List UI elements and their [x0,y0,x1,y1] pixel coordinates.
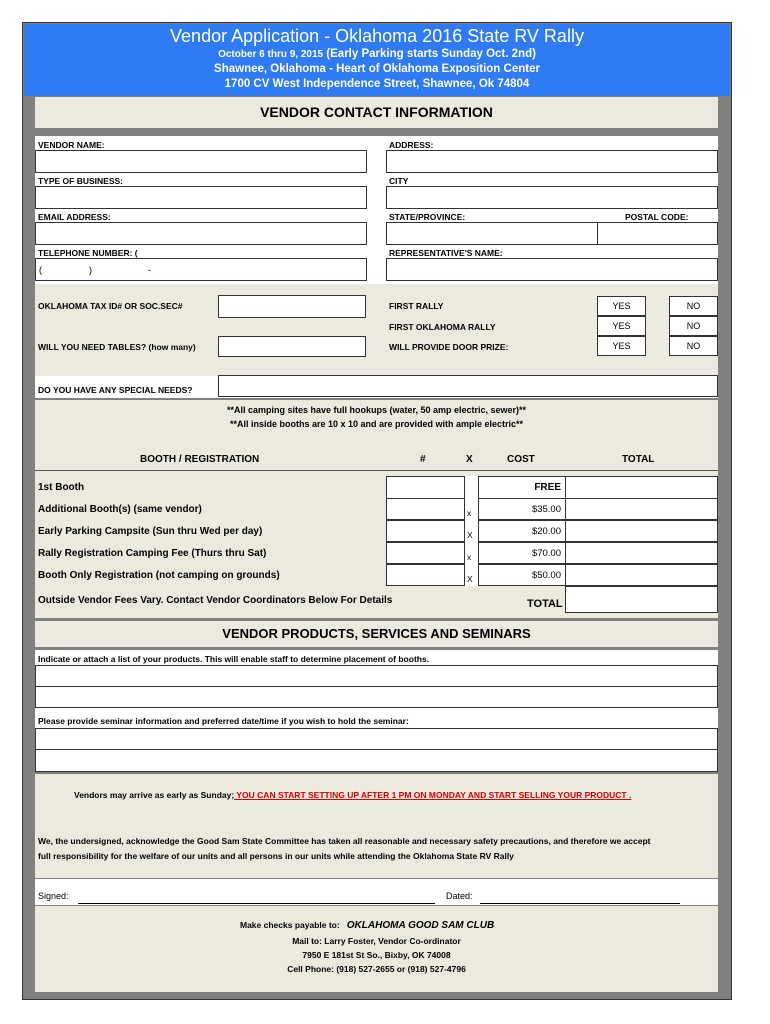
booth-row-label: Additional Booth(s) (same vendor) [38,504,202,515]
first-ok-rally-yes[interactable]: YES [597,316,646,336]
vendor-name-field[interactable] [35,150,367,173]
cost-cell: $70.00 [478,542,566,564]
count-cell[interactable] [386,498,465,520]
x-mark: x [467,508,472,518]
total-cell[interactable] [565,498,718,520]
telephone-field[interactable]: ( ) - [35,258,367,281]
products-line-1[interactable] [35,665,718,687]
cost-cell: $35.00 [478,498,566,520]
arrival-highlight: YOU CAN START SETTING UP AFTER 1 PM ON MONDAY AND START SELLING YOUR PRODUCT . [234,790,632,800]
seminar-line-2[interactable] [35,749,718,772]
postal-code-field[interactable] [597,222,718,245]
door-prize-yes[interactable]: YES [597,336,646,356]
acknowledge-line-2: full responsibility for the welfare of our units and all persons in our units while attending the Oklahoma State RV Rally [38,851,514,861]
signed-label: Signed: [38,891,69,901]
representative-label: REPRESENTATIVE'S NAME: [389,248,503,258]
email-field[interactable] [35,222,367,245]
checks-payee: OKLAHOMA GOOD SAM CLUB [346,920,495,931]
count-cell[interactable] [386,564,465,586]
tables-field[interactable] [218,336,366,357]
postal-code-label: POSTAL CODE: [625,212,689,222]
header-banner [24,24,730,96]
tax-id-label: OKLAHOMA TAX ID# OR SOC.SEC# [38,301,183,311]
total-cell[interactable] [565,520,718,542]
special-needs-field[interactable] [218,375,718,397]
contact-heading: VENDOR CONTACT INFORMATION [260,104,493,120]
booth-col-header: BOOTH / REGISTRATION [140,454,260,465]
city-label: CITY [389,176,409,186]
x-mark: X [467,530,473,540]
products-prompt: Indicate or attach a list of your products. This will enable staff to determine placement of booths. [38,654,430,664]
page-title: Vendor Application - Oklahoma 2016 State RV Rally [170,26,584,46]
booth-row-label: Booth Only Registration (not camping on grounds) [38,570,280,581]
address-field[interactable] [386,150,718,173]
booth-row-label: 1st Booth [38,482,85,493]
count-cell[interactable] [386,542,465,564]
total-cell[interactable] [565,542,718,564]
outside-vendor-note: Outside Vendor Fees Vary. Contact Vendor Coordinators Below For Details [38,595,393,606]
total-cell[interactable] [565,476,718,499]
booth-row-label: Rally Registration Camping Fee (Thurs thru Sat) [38,548,267,559]
products-line-2[interactable] [35,686,718,708]
checks-payable: Make checks payable to: OKLAHOMA GOOD SAM CLUB [240,920,495,931]
first-rally-label: FIRST RALLY [389,301,444,311]
mail-to: Mail to: Larry Foster, Vendor Co-ordinator [292,936,461,946]
first-rally-no[interactable]: NO [669,296,718,316]
contact-heading-panel [35,97,718,128]
count-col-header: # [420,454,426,465]
type-of-business-field[interactable] [35,186,367,209]
mail-address: 7950 E 181st St So., Bixby, OK 74008 [302,950,451,960]
signature-line[interactable] [78,903,435,904]
event-location: Shawnee, Oklahoma - Heart of Oklahoma Exposition Center [214,63,540,75]
dated-label: Dated: [446,891,473,901]
cost-cell: $20.00 [478,520,566,542]
cell-phone: Cell Phone: (918) 527-2655 or (918) 527-4796 [287,964,466,974]
hookups-note: **All camping sites have full hookups (water, 50 amp electric, sewer)** [226,405,527,415]
door-prize-no[interactable]: NO [669,336,718,356]
special-needs-label: DO YOU HAVE ANY SPECIAL NEEDS? [38,385,193,395]
total-cell[interactable] [565,564,718,586]
telephone-label: TELEPHONE NUMBER: ( [38,248,138,258]
email-label: EMAIL ADDRESS: [38,212,111,222]
first-ok-rally-no[interactable]: NO [669,316,718,336]
cost-cell: $50.00 [478,564,566,586]
x-mark: X [467,574,473,584]
state-label: STATE/PROVINCE: [389,212,466,222]
representative-field[interactable] [386,258,718,281]
count-cell[interactable] [386,476,465,499]
booth-row-label: Early Parking Campsite (Sun thru Wed per day) [38,526,263,537]
first-rally-yes[interactable]: YES [597,296,646,316]
type-of-business-label: TYPE OF BUSINESS: [38,176,124,186]
x-col-header: X [466,454,473,465]
seminar-prompt: Please provide seminar information and preferred date/time if you wish to hold the seminar: [38,716,409,726]
event-address: 1700 CV West Independence Street, Shawnee, Ok 74804 [224,78,530,90]
acknowledge-line-1: We, the undersigned, acknowledge the Good Sam State Committee has taken all reasonable and necessary safety precautions, and therefore we accept [38,836,651,846]
address-label: ADDRESS: [389,140,434,150]
seminar-line-1[interactable] [35,728,718,750]
products-heading: VENDOR PRODUCTS, SERVICES AND SEMINARS [222,626,531,641]
vendor-name-label: VENDOR NAME: [38,140,105,150]
total-col-header: TOTAL [622,454,655,465]
cost-col-header: COST [507,454,535,465]
date-line[interactable] [480,903,680,904]
city-field[interactable] [386,186,718,209]
booth-size-note: **All inside booths are 10 x 10 and are provided with ample electric** [229,419,524,429]
payment-panel [35,906,718,992]
door-prize-label: WILL PROVIDE DOOR PRIZE: [389,342,509,352]
tables-label: WILL YOU NEED TABLES? (how many) [38,342,196,352]
tax-id-field[interactable] [218,295,366,318]
first-oklahoma-rally-label: FIRST OKLAHOMA RALLY [389,322,496,332]
arrival-note: Vendors may arrive as early as Sunday; YOU CAN START SETTING UP AFTER 1 PM ON MONDAY AND START SELLING YOUR PRODUCT . [74,790,632,800]
event-dates: October 6 thru 9, 2015 (Early Parking starts Sunday Oct. 2nd) [218,48,536,60]
count-cell[interactable] [386,520,465,542]
grand-total-field[interactable] [565,586,718,613]
grand-total-label: TOTAL [527,598,563,610]
state-field[interactable] [386,222,598,245]
cost-cell: FREE [478,476,566,499]
products-heading-panel [35,621,718,647]
x-mark: x [467,552,472,562]
